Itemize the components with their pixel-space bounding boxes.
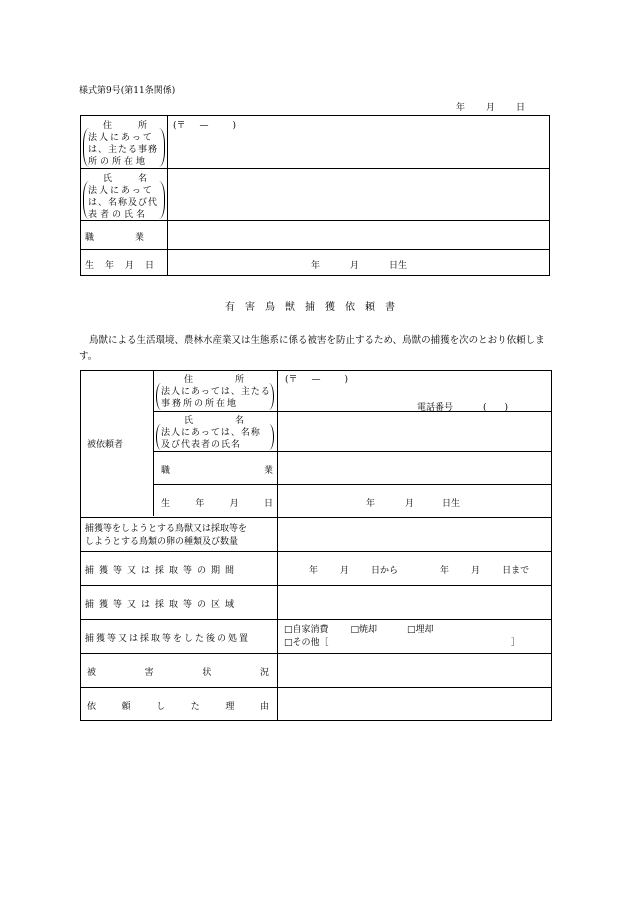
applicant-occupation-label: 職 業 [85, 233, 146, 243]
requestee-address-note-1: 法人にあっては、主たる [161, 387, 271, 397]
species-label-1: 捕獲等をしようとする鳥獣又は採取等を [85, 524, 248, 534]
applicant-name-note-2: は、名称及び代 [88, 198, 159, 208]
requestee-birth-value[interactable]: 年 月 日生 [366, 499, 461, 509]
applicant-table [80, 115, 550, 276]
applicant-name-note-3: 表者の氏名 [88, 210, 149, 220]
requestee-postal[interactable]: (〒 — ) [285, 375, 349, 385]
disposal-label: 捕獲等又は採取等をした後の処置 [85, 634, 251, 644]
checkbox-burial[interactable]: □埋却 [407, 625, 434, 635]
form-number: 様式第9号(第11条関係) [79, 86, 176, 96]
requestee-birth-label: 生 年 月 日 [161, 499, 273, 509]
date-day: 日 [516, 103, 526, 113]
damage-label: 被 害 状 況 [87, 668, 269, 678]
period-label: 捕獲等又は採取等の期間 [85, 566, 240, 576]
requestee-name-note-2: 及び代表者の氏名 [161, 440, 242, 450]
area-label: 捕獲等又は採取等の区域 [85, 600, 240, 610]
applicant-address-note-3: 所の所在地 [88, 157, 149, 167]
checkbox-other[interactable]: □その他［ [284, 638, 329, 648]
checkbox-incineration[interactable]: □焼却 [350, 625, 378, 635]
requestee-address-label: 住 所 [184, 375, 244, 385]
requestee-address-note-2: 事務所の所在地 [161, 399, 239, 409]
reason-label: 依 頼 し た 理 由 [87, 702, 269, 712]
applicant-name-label: 氏 名 [103, 174, 147, 184]
applicant-birth-value[interactable]: 年 月 日生 [311, 261, 408, 271]
requestee-phone[interactable]: 電話番号 ( ) [417, 403, 509, 413]
disposal-options[interactable] [284, 622, 434, 635]
applicant-name-note-1: 法人にあって [88, 186, 154, 196]
document-title: 有害鳥獣捕獲依頼書 [225, 302, 405, 313]
requestee-name-note-1: 法人にあっては、名称 [161, 428, 261, 438]
applicant-address-note-2: は、主たる事務 [88, 145, 159, 155]
date-month: 月 [486, 103, 496, 113]
date-year: 年 [456, 103, 466, 113]
applicant-postal[interactable]: (〒 — ) [173, 121, 237, 131]
period-value[interactable]: 年 月 日から 年 月 日まで [309, 566, 530, 576]
requestee-name-label: 氏 名 [184, 416, 244, 426]
applicant-address-note-1: 法人にあって [88, 133, 154, 143]
disposal-other-close: ］ [511, 638, 521, 648]
requestee-occupation-label: 職 業 [161, 466, 273, 476]
intro-text: 鳥獣による生活環境、農林水産業又は生態系に係る被害を防止するため、鳥獣の捕獲を次のとおり依頼します。 [79, 335, 545, 362]
request-table [80, 370, 552, 721]
requestee-label: 被依頼者 [87, 440, 124, 450]
applicant-address-label: 住 所 [103, 121, 147, 131]
species-label-2: しようとする鳥類の卵の種類及び数量 [85, 537, 239, 547]
applicant-birth-label: 生 年 月 日 [85, 261, 156, 271]
checkbox-self-consumption[interactable]: □自家消費 [284, 625, 329, 635]
